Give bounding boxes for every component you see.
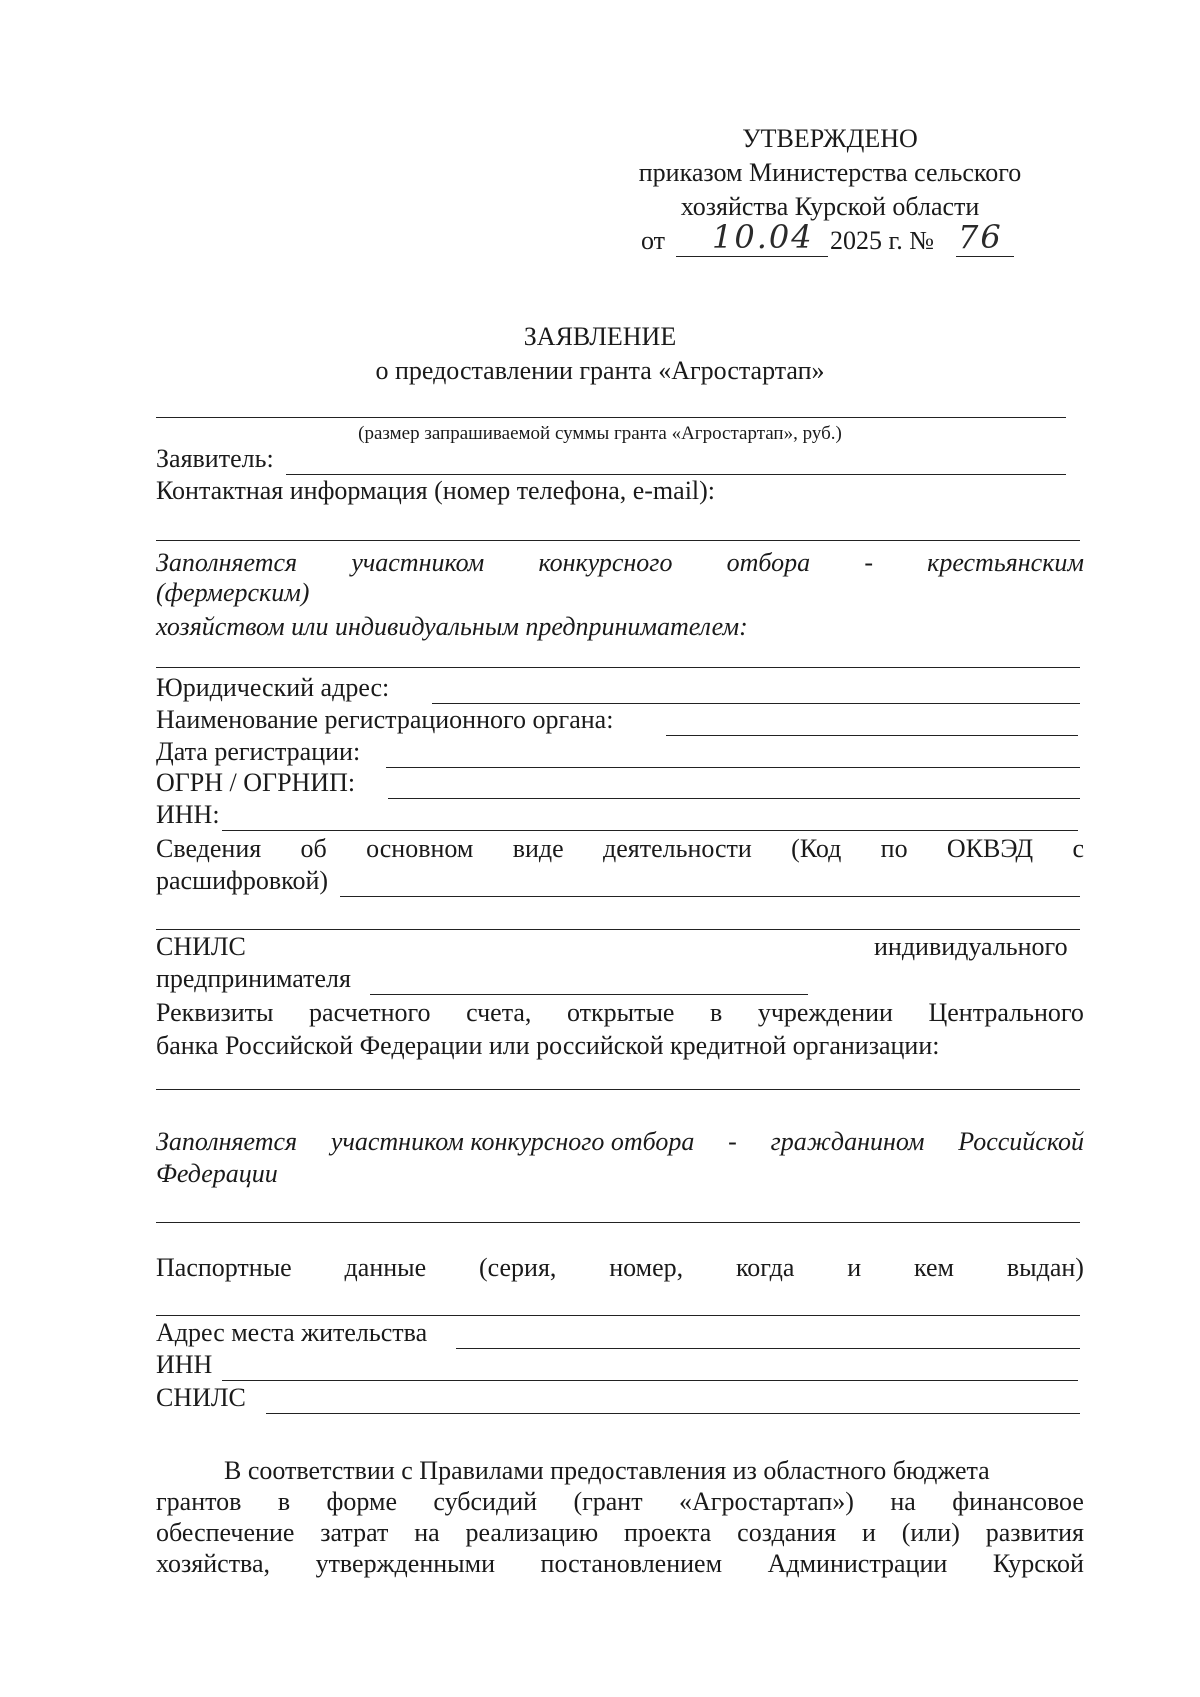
citizen-note-line-2: Федерации bbox=[156, 1159, 278, 1188]
citizen-snils-underline bbox=[266, 1413, 1080, 1414]
bank-line-2: банка Российской Федерации или российской кредитной организации: bbox=[156, 1031, 940, 1060]
approval-line-1: приказом Министерства сельского bbox=[638, 158, 1022, 187]
snils-ip-label: СНИЛС bbox=[156, 932, 246, 961]
handwritten-date: 10.04 bbox=[712, 218, 814, 256]
snils-ip-label-right: индивидуального bbox=[874, 932, 1068, 961]
word: в bbox=[277, 1487, 291, 1516]
word: развития bbox=[985, 1518, 1084, 1547]
activity-line-1 bbox=[156, 834, 1084, 864]
snils-ip-underline bbox=[370, 994, 808, 995]
approval-title: УТВЕРЖДЕНО bbox=[742, 124, 918, 153]
word: ОКВЭД bbox=[946, 834, 1034, 863]
passport-line bbox=[156, 1253, 1084, 1283]
registration-body-label: Наименование регистрационного органа: bbox=[156, 705, 614, 734]
word: учреждении bbox=[757, 998, 893, 1027]
word: Паспортные bbox=[156, 1253, 292, 1282]
word: участником bbox=[351, 548, 485, 577]
citizen-underline bbox=[156, 1222, 1080, 1223]
word: - bbox=[728, 1127, 737, 1156]
word: - bbox=[864, 548, 873, 577]
date-underline bbox=[676, 256, 828, 257]
paragraph-line-3 bbox=[156, 1517, 1084, 1548]
word: хозяйства, bbox=[156, 1549, 271, 1578]
activity-line-2: расшифровкой) bbox=[156, 866, 329, 895]
word: Российской bbox=[958, 1127, 1084, 1156]
word: постановлением bbox=[540, 1549, 723, 1578]
word: в bbox=[710, 998, 723, 1027]
approval-line-2: хозяйства Курской области bbox=[680, 192, 980, 221]
registration-body-underline bbox=[666, 735, 1078, 736]
citizen-inn-label: ИНН bbox=[156, 1350, 213, 1379]
number-underline bbox=[956, 256, 1014, 257]
amount-caption: (размер запрашиваемой суммы гранта «Агростартап», руб.) bbox=[358, 423, 842, 444]
paragraph-line-4 bbox=[156, 1548, 1084, 1579]
word: субсидий bbox=[433, 1487, 538, 1516]
word: утвержденными bbox=[315, 1549, 495, 1578]
document-title: ЗАЯВЛЕНИЕ bbox=[523, 322, 677, 351]
farmer-underline bbox=[156, 667, 1080, 668]
ogrn-underline bbox=[388, 798, 1080, 799]
farmer-note-line-1 bbox=[156, 548, 1084, 578]
contact-underline bbox=[156, 540, 1080, 541]
word: номер, bbox=[609, 1253, 684, 1282]
word: Сведения bbox=[156, 834, 262, 863]
word: обеспечение bbox=[156, 1518, 295, 1547]
word: «Агростартап») bbox=[679, 1487, 854, 1516]
word: крестьянским bbox=[927, 548, 1084, 577]
word: (грант bbox=[573, 1487, 643, 1516]
word: создания bbox=[737, 1518, 837, 1547]
citizen-inn-underline bbox=[222, 1380, 1078, 1381]
word: Реквизиты bbox=[156, 998, 274, 1027]
word: проекта bbox=[624, 1518, 712, 1547]
word: затрат bbox=[320, 1518, 389, 1547]
word: открытые bbox=[566, 998, 675, 1027]
word: конкурсного bbox=[538, 548, 673, 577]
rules-paragraph bbox=[156, 1455, 1084, 1579]
word: Центрального bbox=[928, 998, 1084, 1027]
word: и bbox=[847, 1253, 862, 1282]
applicant-underline bbox=[286, 474, 1066, 475]
word: на bbox=[890, 1487, 916, 1516]
ogrn-label: ОГРН / ОГРНИП: bbox=[156, 768, 356, 797]
legal-address-underline bbox=[432, 703, 1080, 704]
word: Заполняется bbox=[156, 548, 298, 577]
citizen-note-line-1 bbox=[156, 1127, 1084, 1157]
approval-year: 2025 г. № bbox=[830, 226, 935, 255]
word: грантов bbox=[156, 1487, 242, 1516]
word: Администрации bbox=[767, 1549, 948, 1578]
farmer-note-line-2: (фермерским) bbox=[156, 578, 310, 607]
contact-label: Контактная информация (номер телефона, e-mail): bbox=[156, 476, 716, 505]
bank-line-1 bbox=[156, 998, 1084, 1028]
word: с bbox=[1072, 834, 1084, 863]
inn-underline bbox=[222, 830, 1078, 831]
word: об bbox=[300, 834, 327, 863]
paragraph-line-2 bbox=[156, 1486, 1084, 1517]
word: отбора bbox=[726, 548, 811, 577]
applicant-label: Заявитель: bbox=[156, 444, 274, 473]
legal-address-label: Юридический адрес: bbox=[156, 673, 390, 702]
word: основном bbox=[366, 834, 474, 863]
word: когда bbox=[736, 1253, 795, 1282]
registration-date-label: Дата регистрации: bbox=[156, 737, 361, 766]
word: выдан) bbox=[1006, 1253, 1084, 1282]
word: Курской bbox=[992, 1549, 1084, 1578]
activity-underline-2 bbox=[156, 929, 1080, 930]
word: участником конкурсного отбора bbox=[330, 1127, 695, 1156]
word: реализацию bbox=[465, 1518, 599, 1547]
word: виде bbox=[512, 834, 564, 863]
bank-underline bbox=[156, 1089, 1080, 1090]
word: данные bbox=[344, 1253, 427, 1282]
word: кем bbox=[914, 1253, 955, 1282]
registration-date-underline bbox=[386, 767, 1080, 768]
word: по bbox=[880, 834, 908, 863]
farmer-note-line-3: хозяйством или индивидуальным предпринимателем: bbox=[156, 612, 748, 641]
passport-underline bbox=[156, 1315, 1080, 1316]
word: форме bbox=[326, 1487, 397, 1516]
word: (или) bbox=[901, 1518, 960, 1547]
word: на bbox=[414, 1518, 440, 1547]
inn-label: ИНН: bbox=[156, 800, 220, 829]
snils-ip-line-2: предпринимателя bbox=[156, 964, 351, 993]
document-subtitle: о предоставлении гранта «Агростартап» bbox=[375, 356, 825, 385]
amount-underline bbox=[156, 417, 1066, 418]
handwritten-number: 76 bbox=[958, 218, 1003, 256]
paragraph-line-1: В соответствии с Правилами предоставления из областного бюджета bbox=[224, 1456, 990, 1485]
citizen-snils-label: СНИЛС bbox=[156, 1383, 246, 1412]
word: (Код bbox=[791, 834, 842, 863]
residence-underline bbox=[456, 1348, 1080, 1349]
word: счета, bbox=[466, 998, 532, 1027]
word: гражданином bbox=[770, 1127, 925, 1156]
word: Заполняется bbox=[156, 1127, 298, 1156]
word: расчетного bbox=[309, 998, 431, 1027]
word: финансовое bbox=[952, 1487, 1084, 1516]
activity-underline-1 bbox=[340, 896, 1080, 897]
word: и bbox=[861, 1518, 876, 1547]
residence-label: Адрес места жительства bbox=[156, 1318, 428, 1347]
word: деятельности bbox=[602, 834, 752, 863]
approval-from-label: от bbox=[641, 226, 666, 255]
word: (серия, bbox=[478, 1253, 557, 1282]
